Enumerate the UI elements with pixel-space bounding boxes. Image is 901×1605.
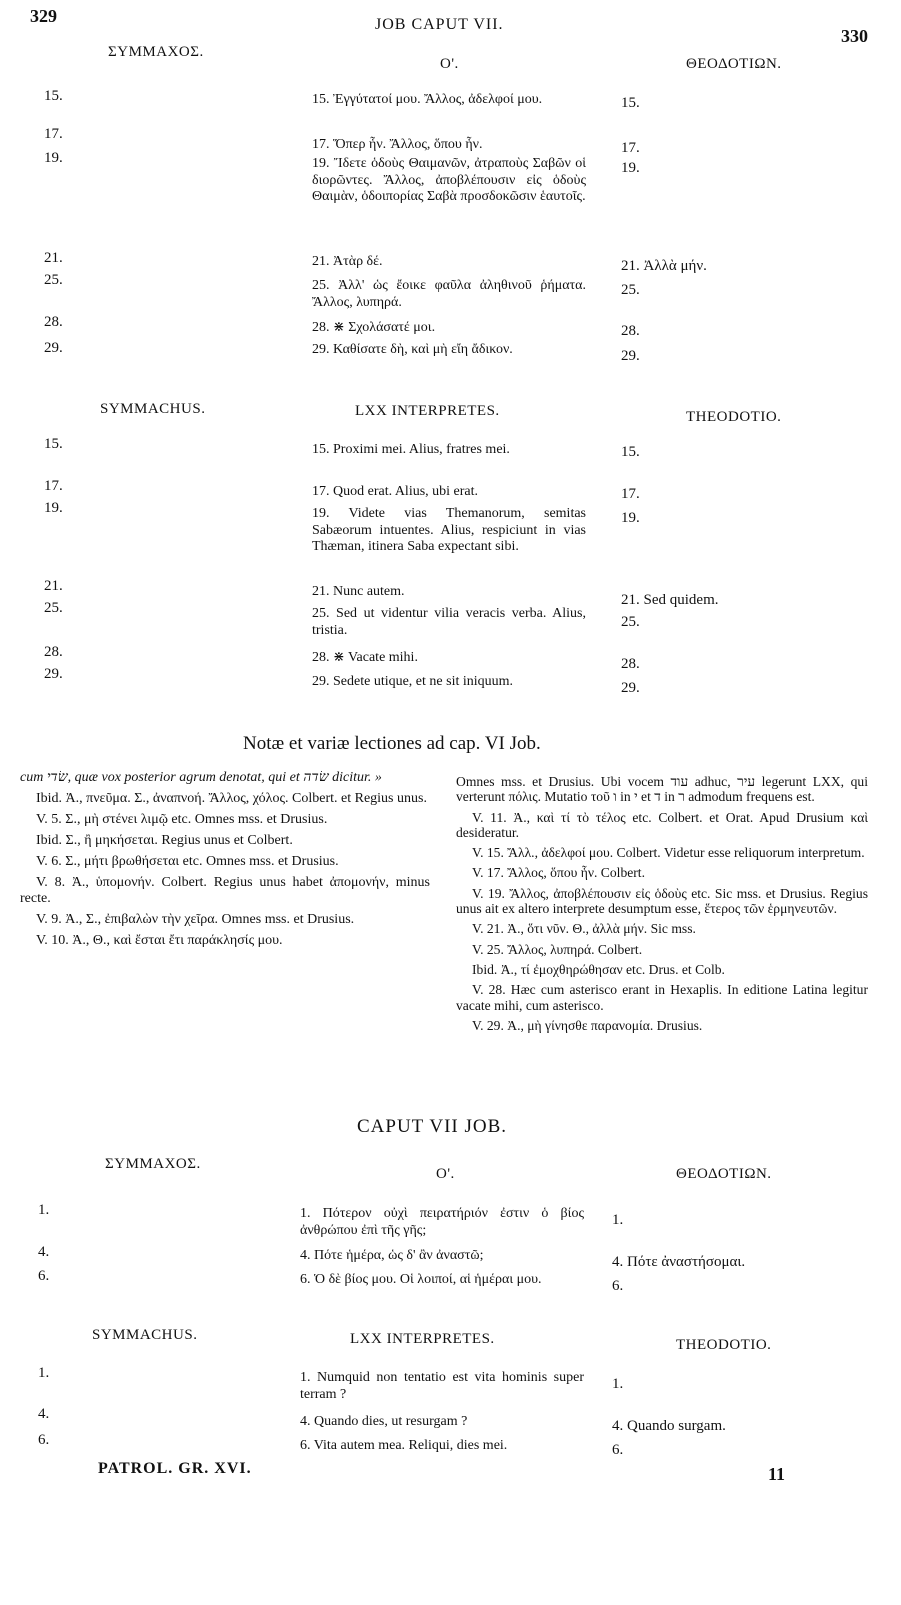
- verse-number: 28.: [621, 323, 640, 339]
- note-paragraph: V. 19. Ἄλλος, ἀποβλέπουσιν εἰς ὁδοὺς etc. Sic mss. et Drusius. Regius unus ait ex altero interprete desumptum esse, ἕτερος τῶν ἑρμηνευτῶν.: [456, 885, 868, 917]
- verse-text: 17. Quod erat. Alius, ubi erat.: [312, 484, 479, 499]
- verse-text: 1. Numquid non tentatio est vita hominis super terram ?: [300, 1370, 584, 1402]
- note-paragraph: V. 21. Ἀ., ὅτι νῦν. Θ., ἀλλὰ μήν. Sic mss.: [472, 921, 696, 937]
- verse-number: 19.: [621, 160, 640, 176]
- notes-right-column: [456, 774, 868, 1038]
- note-paragraph: V. 9. Ἀ., Σ., ἐπιβαλὼν τὴν χεῖρα. Omnes mss. et Drusius.: [36, 912, 355, 927]
- verse-number: 29.: [621, 348, 640, 364]
- verse-number: 4. Πότε ἀναστήσομαι.: [612, 1254, 746, 1270]
- verse-text: 21. Ἀτὰρ δέ.: [312, 254, 383, 269]
- verse-text: 28. ⋇ Σχολάσατέ μοι.: [312, 320, 436, 335]
- note-paragraph: V. 5. Σ., μὴ στένει λιμῷ etc. Omnes mss. et Drusius.: [36, 812, 328, 827]
- page-number-left: 329: [30, 6, 57, 26]
- verse-text: 21. Nunc autem.: [312, 584, 405, 599]
- verse-text: 19. Videte vias Themanorum, semitas Sabæorum intuentes. Alius, respiciunt in vias Thæman, itinera Saba expectant sibi.: [312, 506, 586, 554]
- notes-left-column: [20, 770, 430, 954]
- verse-number: 29.: [44, 666, 63, 682]
- note-paragraph: V. 29. Ἀ., μὴ γίνησθε παρανομία. Drusius.: [472, 1017, 703, 1033]
- verse-number: 28.: [621, 656, 640, 672]
- page-number-right: 330: [841, 26, 868, 46]
- verse-number: 17.: [621, 486, 640, 502]
- signature-number: 11: [768, 1464, 786, 1484]
- verse-number: 4.: [38, 1406, 50, 1422]
- latin-head-symmachus: SYMMACHUS.: [100, 401, 206, 417]
- note-paragraph: V. 17. Ἄλλος, ὅπου ἦν. Colbert.: [472, 865, 645, 881]
- note-paragraph: Ibid. Ἀ., τί ἐμοχθηρώθησαν etc. Drus. et Colb.: [472, 961, 725, 977]
- verse-number: 15.: [621, 444, 640, 460]
- verse-text: 19. Ἴδετε ὁδοὺς Θαιμανῶν, ἀτραποὺς Σαβῶν οἱ διορῶντες. Ἄλλος, ἀποβλέπουσιν εἰς ὁδοὺς Θαιμὰν, ὁδοιπορίας Σαβὰ προσδοκῶσιν ἑαυτοῖς.: [312, 156, 586, 204]
- verse-number: 17.: [621, 140, 640, 156]
- note-paragraph: cum שׂדי, quæ vox posterior agrum denotat, qui et שׂדה dicitur. »: [20, 770, 382, 785]
- verse-number: 6.: [612, 1442, 624, 1458]
- verse-text: 4. Quando dies, ut resurgam ?: [300, 1414, 468, 1429]
- verse-text: 1. Πότερον οὐχὶ πειρατήριόν ἐστιν ὁ βίος ἀνθρώπου ἐπὶ τῆς γῆς;: [300, 1206, 584, 1238]
- note-paragraph: V. 28. Hæc cum asterisco erant in Hexaplis. In editione Latina legitur vacate mihi, cum asterisco.: [456, 982, 868, 1013]
- note-paragraph: Ibid. Ἀ., πνεῦμα. Σ., ἀναπνοή. Ἄλλος, χόλος. Colbert. et Regius unus.: [36, 791, 427, 806]
- note-paragraph: V. 11. Ἀ., καὶ τί τὸ τέλος etc. Colbert. et Orat. Apud Drusium καὶ desideratur.: [456, 809, 868, 840]
- verse-number: 19.: [44, 150, 63, 166]
- verse-number: 25.: [621, 282, 640, 298]
- verse-text: 25. Sed ut videntur vilia veracis verba. Alius, tristia.: [312, 606, 586, 638]
- verse-number: 1.: [38, 1202, 50, 1218]
- verse-number: 19.: [44, 500, 63, 516]
- latin-head-theodotio: THEODOTIO.: [676, 1337, 772, 1353]
- note-paragraph: Omnes mss. et Drusius. Ubi vocem עוד adhuc, עיר legerunt LXX, qui verterunt πόλις. Mutatio τοῦ ו in י et ד in ר admodum frequens est.: [456, 774, 868, 805]
- verse-number: 29.: [44, 340, 63, 356]
- verse-number: 1.: [38, 1365, 50, 1381]
- verse-text: 15. Ἐγγύτατοί μου. Ἄλλος, ἀδελφοί μου.: [312, 92, 543, 107]
- verse-number: 21.: [44, 578, 63, 594]
- latin-head-lxx: LXX INTERPRETES.: [355, 403, 500, 419]
- verse-number: 19.: [621, 510, 640, 526]
- verse-number: 28.: [44, 644, 63, 660]
- verse-number: 15.: [621, 95, 640, 111]
- verse-number: 4.: [38, 1244, 50, 1260]
- section-title: CAPUT VII JOB.: [357, 1116, 508, 1137]
- latin-head-symmachus: SYMMACHUS.: [92, 1327, 198, 1343]
- latin-head-lxx: LXX INTERPRETES.: [350, 1331, 495, 1347]
- verse-number: 21. Sed quidem.: [621, 592, 719, 608]
- verse-number: 15.: [44, 436, 63, 452]
- greek-head-lxx: Ο'.: [440, 56, 459, 72]
- verse-number: 6.: [38, 1432, 50, 1448]
- note-paragraph: V. 8. Ἀ., ὑπομονήν. Colbert. Regius unus habet ἀπομονήν, minus recte.: [20, 875, 430, 906]
- verse-text: 6. Vita autem mea. Reliqui, dies mei.: [300, 1438, 508, 1453]
- greek-head-symmachus: ΣΥΜΜΑΧΟΣ.: [108, 44, 204, 60]
- greek-head-theodotion: ΘΕΟΔΟΤΙΩΝ.: [676, 1166, 772, 1182]
- verse-number: 25.: [44, 600, 63, 616]
- greek-head-lxx: Ο'.: [436, 1166, 455, 1182]
- verse-text: 15. Proximi mei. Alius, fratres mei.: [312, 442, 510, 457]
- greek-head-symmachus: ΣΥΜΜΑΧΟΣ.: [105, 1156, 201, 1172]
- note-paragraph: Ibid. Σ., ἢ μηκήσεται. Regius unus et Colbert.: [36, 833, 293, 848]
- note-paragraph: V. 15. Ἄλλ., ἀδελφοί μου. Colbert. Videtur esse reliquorum interpretum.: [472, 845, 865, 861]
- verse-number: 6.: [38, 1268, 50, 1284]
- verse-number: 17.: [44, 126, 63, 142]
- verse-number: 25.: [44, 272, 63, 288]
- verse-number: 6.: [612, 1278, 624, 1294]
- verse-number: 21. Ἀλλὰ μήν.: [621, 258, 707, 274]
- verse-number: 4. Quando surgam.: [612, 1418, 726, 1434]
- verse-text: 25. Ἀλλ' ὡς ἔοικε φαῦλα ἀληθινοῦ ῥήματα. Ἄλλος, λυπηρά.: [312, 278, 586, 310]
- verse-text: 17. Ὅπερ ἦν. Ἄλλος, ὅπου ἦν.: [312, 137, 483, 152]
- verse-number: 25.: [621, 614, 640, 630]
- verse-number: 28.: [44, 314, 63, 330]
- verse-text: 28. ⋇ Vacate mihi.: [312, 650, 418, 665]
- running-header: JOB CAPUT VII.: [375, 16, 504, 33]
- greek-head-theodotion: ΘΕΟΔΟΤΙΩΝ.: [686, 56, 782, 72]
- verse-text: 29. Sedete utique, et ne sit iniquum.: [312, 674, 514, 689]
- notes-title: Notæ et variæ lectiones ad cap. VI Job.: [243, 733, 541, 754]
- verse-text: 6. Ὁ δὲ βίος μου. Οἱ λοιποί, αἱ ἡμέραι μου.: [300, 1272, 542, 1287]
- verse-text: 4. Πότε ἡμέρα, ὡς δ' ἂν ἀναστῶ;: [300, 1248, 484, 1263]
- verse-number: 15.: [44, 88, 63, 104]
- verse-number: 1.: [612, 1376, 624, 1392]
- note-paragraph: V. 25. Ἄλλος, λυπηρά. Colbert.: [472, 941, 643, 957]
- verse-text: 29. Καθίσατε δὴ, καὶ μὴ εἴη ἄδικον.: [312, 342, 513, 357]
- verse-number: 17.: [44, 478, 63, 494]
- latin-head-theodotio: THEODOTIO.: [686, 409, 782, 425]
- patrologia-signature: PATROL. GR. XVI.: [98, 1460, 252, 1477]
- verse-number: 29.: [621, 680, 640, 696]
- note-paragraph: V. 10. Ἀ., Θ., καὶ ἔσται ἔτι παράκλησίς μου.: [36, 933, 283, 948]
- verse-number: 1.: [612, 1212, 624, 1228]
- verse-number: 21.: [44, 250, 63, 266]
- note-paragraph: V. 6. Σ., μήτι βρωθήσεται etc. Omnes mss. et Drusius.: [36, 854, 339, 869]
